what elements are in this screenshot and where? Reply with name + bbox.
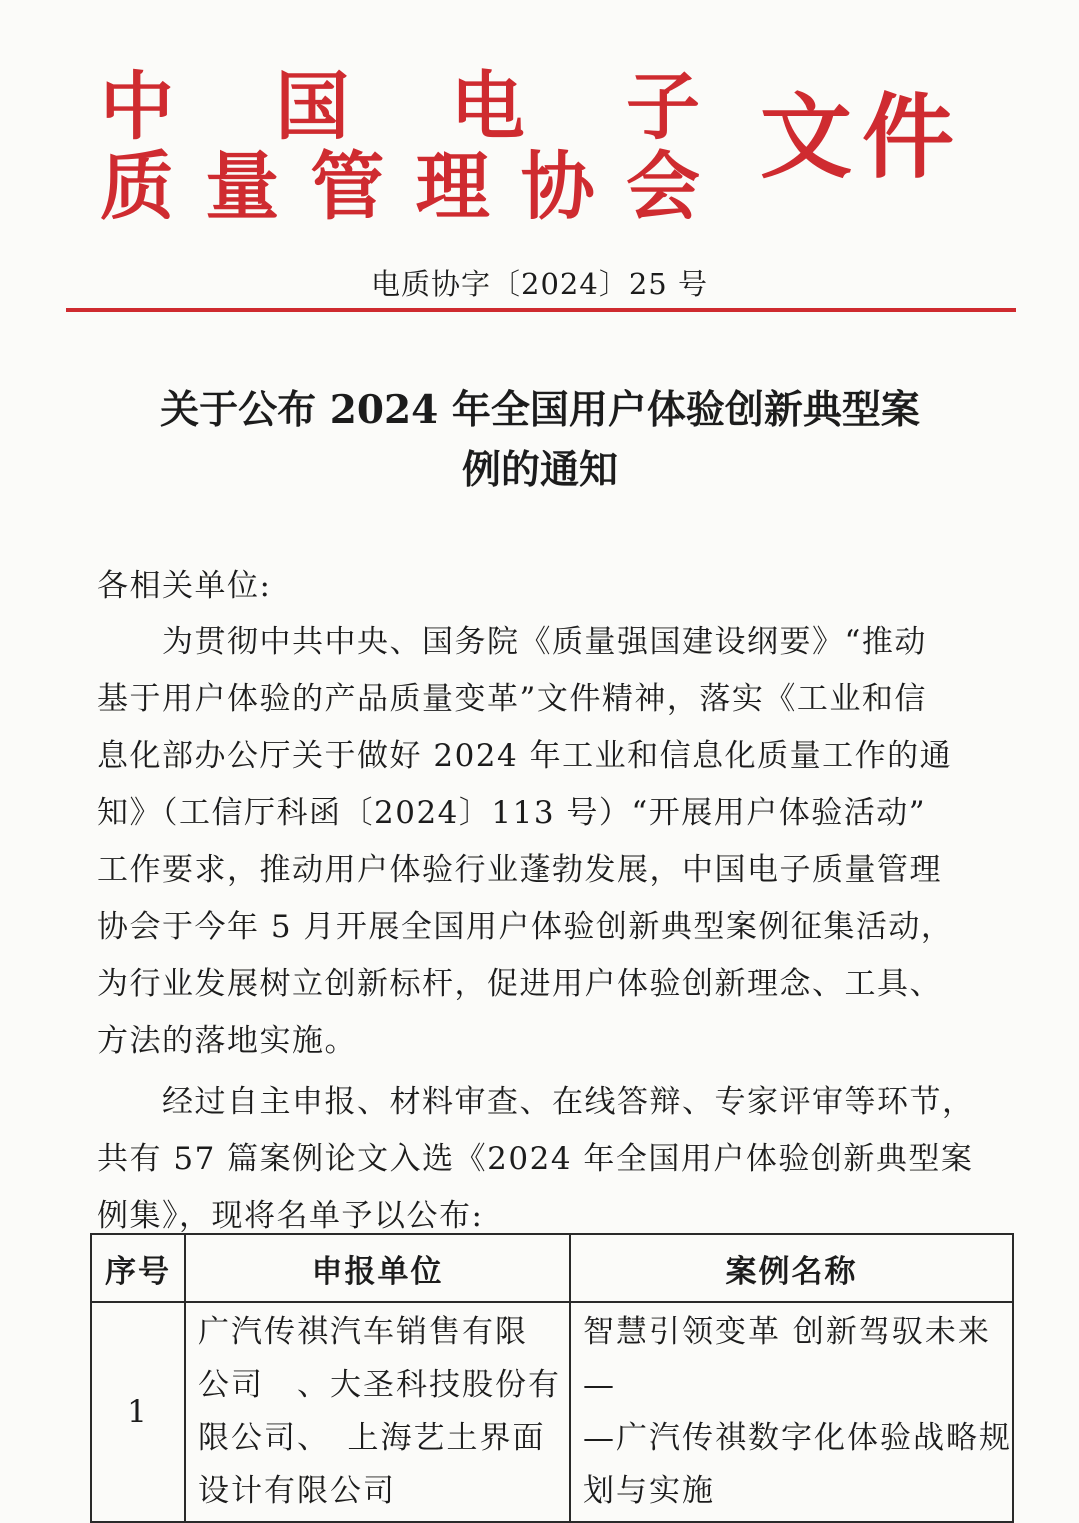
org-char: 管 [310,144,385,230]
text-line: 为行业发展树立创新标杆，促进用户体验创新理念、工具、 [97,966,942,1002]
org-name-line2 [100,144,700,230]
header-divider [66,308,1016,312]
text-line: 例集》，现将名单予以公布: [97,1198,484,1234]
document-label: 文件 [760,84,965,191]
body-paragraph-1 [97,614,987,1070]
text-line: 为贯彻中共中央、国务院《质量强国建设纲要》“推动 [97,624,927,660]
text-line: 息化部办公厅关于做好 2024 年工业和信息化质量工作的通 [97,738,953,774]
org-char: 中 [100,64,174,150]
cell-line: 划与实施 [583,1473,715,1509]
row-unit [185,1302,570,1522]
org-char: 电 [450,64,525,150]
row-serial: 1 [91,1302,185,1522]
cell-line: 设计有限公司 [198,1473,396,1509]
org-char: 理 [415,144,490,230]
text-line: 协会于今年 5 月开展全国用户体验创新典型案例征集活动， [97,909,954,945]
table-header-row [91,1234,1013,1302]
text-line: 基于用户体验的产品质量变革”文件精神，落实《工业和信 [97,681,927,717]
notice-title-line2: 例的通知 [461,447,618,493]
cell-line: 公司 、大圣科技股份有 [198,1367,561,1403]
salutation: 各相关单位: [97,568,272,604]
body-paragraph-2 [97,1074,987,1245]
text-line: 方法的落地实施。 [97,1023,357,1059]
org-char: 质 [100,144,174,230]
document-number: 电质协字〔2024〕25 号 [371,267,708,301]
case-list-table [90,1233,1014,1523]
text-line: 工作要求，推动用户体验行业蓬勃发展，中国电子质量管理 [97,852,942,888]
org-name-line1 [100,64,700,150]
cell-line: 广汽传祺汽车销售有限 [198,1314,528,1350]
org-char: 国 [275,64,350,150]
cell-line: —广汽传祺数字化体验战略规 [583,1420,1012,1456]
cell-line: 智慧引领变革 创新驾驭未来— [583,1314,991,1403]
header-case-name: 案例名称 [570,1234,1013,1302]
org-char: 会 [625,144,700,230]
org-char: 子 [625,64,700,150]
table-row [91,1302,1013,1522]
text-line: 共有 57 篇案例论文入选《2024 年全国用户体验创新典型案 [97,1141,974,1177]
org-char: 协 [520,144,595,230]
row-case-name [570,1302,1013,1522]
cell-line: 限公司、 上海艺土界面 [198,1420,546,1456]
text-line: 经过自主申报、材料审查、在线答辩、专家评审等环节， [97,1084,975,1120]
notice-title-line1: 关于公布 2024 年全国用户体验创新典型案 [160,387,920,433]
header-serial: 序号 [91,1234,185,1302]
header-unit: 申报单位 [185,1234,570,1302]
text-line: 知》（工信厅科函〔2024〕113 号）“开展用户体验活动” [97,795,927,831]
org-char: 量 [205,144,280,230]
